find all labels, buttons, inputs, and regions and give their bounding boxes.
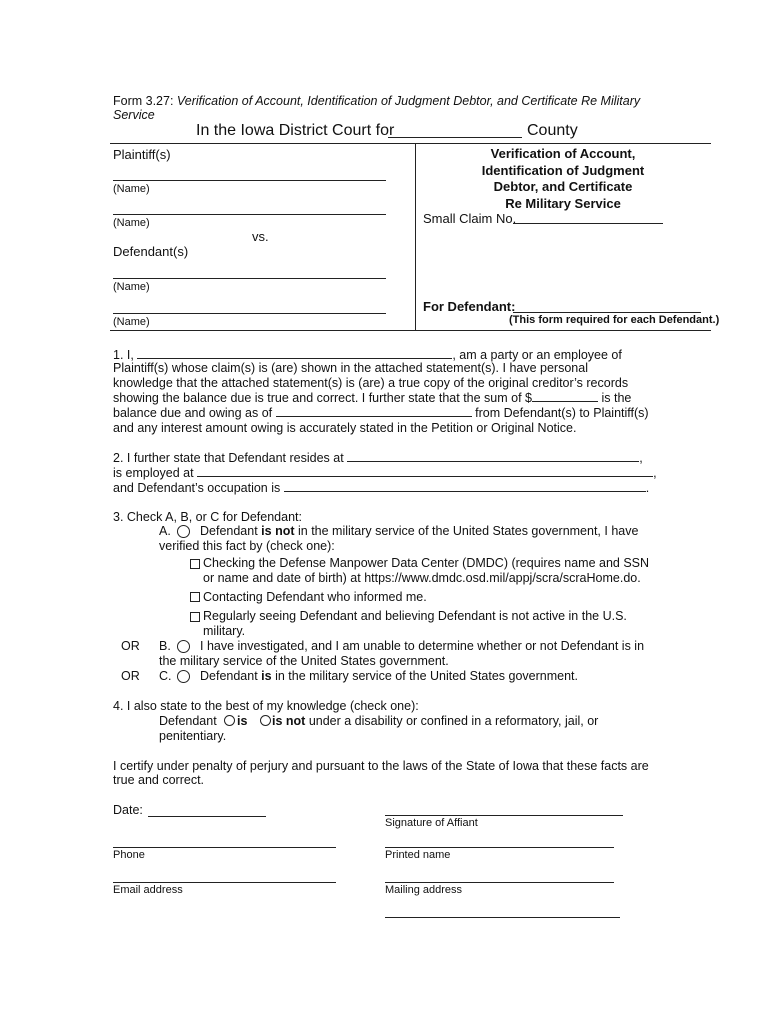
option-b-line1: I have investigated, and I am unable to determine whether or not Defendant is in <box>200 639 645 653</box>
name-label: (Name) <box>113 183 150 195</box>
is-not-label: is not <box>272 714 306 728</box>
form-title-line2: Service <box>113 108 155 122</box>
p2-employed: is employed at <box>113 466 194 480</box>
mailing-address-field-2[interactable] <box>385 917 620 918</box>
name-label: (Name) <box>113 281 150 293</box>
opt1-line1: Checking the Defense Manpower Data Center (DMDC) (requires name and SSN <box>203 556 650 570</box>
small-claim-field[interactable] <box>513 223 663 224</box>
p1-is-the: is the <box>601 391 632 405</box>
phone-field[interactable] <box>113 847 336 848</box>
date-field[interactable] <box>148 816 266 817</box>
for-defendant-label: For Defendant: <box>423 299 516 314</box>
opt2-text: Contacting Defendant who informed me. <box>203 590 427 604</box>
opt1-line2: or name and date of birth) at https://www.dmdc.osd.mil/appj/scra/scraHome.do. <box>203 571 641 585</box>
option-b-label: B. <box>159 639 171 653</box>
defendant-name-field-2[interactable] <box>113 313 386 314</box>
p1-line6: and any interest amount owing is accurately stated in the Petition or Original Notice. <box>113 421 577 435</box>
heading-line: Verification of Account, <box>490 146 636 161</box>
or-label: OR <box>121 669 140 683</box>
p4-rest: under a disability or confined in a reformatory, jail, or <box>305 714 599 728</box>
option-a-text <box>200 524 638 539</box>
opt3-line1: Regularly seeing Defendant and believing Defendant is not active in the U.S. <box>203 609 627 623</box>
p1-i: 1. I, <box>113 348 134 362</box>
heading-line: Identification of Judgment <box>481 162 645 178</box>
sum-field[interactable] <box>532 390 598 402</box>
vs-label: vs. <box>252 229 269 244</box>
plaintiffs-label: Plaintiff(s) <box>113 147 171 162</box>
p1-line2: Plaintiff(s) whose claim(s) is (are) shown in the attached statement(s). I have personal <box>113 361 588 375</box>
p1-from: from Defendant(s) to Plaintiff(s) <box>475 406 649 420</box>
option-c-radio[interactable] <box>177 670 190 683</box>
email-label: Email address <box>113 884 183 896</box>
for-defendant-field[interactable] <box>513 312 701 313</box>
option-a-radio[interactable] <box>177 525 190 538</box>
heading-line: Debtor, and Certificate <box>493 179 633 194</box>
certify-line2: true and correct. <box>113 773 205 787</box>
comma: , <box>639 451 643 465</box>
phone-label: Phone <box>113 849 145 861</box>
is-radio[interactable] <box>224 715 235 726</box>
caption-bottom-rule <box>110 330 711 331</box>
plaintiff-name-field-2[interactable] <box>113 214 386 215</box>
p1-line4 <box>113 390 631 406</box>
p4-line2: penitentiary. <box>159 729 227 743</box>
caption-top-rule <box>110 143 711 144</box>
option-a-text2: in the military service of the United States government, I have <box>294 524 639 538</box>
plaintiff-name-field-1[interactable] <box>113 180 386 181</box>
option-a-line2: verified this fact by (check one): <box>159 539 335 553</box>
contacted-checkbox[interactable] <box>190 592 200 602</box>
defendant-name-field-1[interactable] <box>113 278 386 279</box>
option-b-line2: the military service of the United States government. <box>159 654 449 668</box>
printed-name-field[interactable] <box>385 847 614 848</box>
option-c-text <box>200 669 578 684</box>
affiant-name-field[interactable] <box>137 347 452 359</box>
option-a-label: A. <box>159 524 171 538</box>
period: . <box>645 481 650 495</box>
as-of-date-field[interactable] <box>276 405 472 417</box>
p2-occupation: and Defendant’s occupation is <box>113 481 281 495</box>
defendants-label: Defendant(s) <box>113 244 189 259</box>
regularly-seeing-checkbox[interactable] <box>190 612 200 622</box>
p2-resides: 2. I further state that Defendant resides at <box>113 451 344 465</box>
caption-heading <box>431 146 695 212</box>
is-not-radio[interactable] <box>260 715 271 726</box>
county-field[interactable] <box>388 137 522 138</box>
p1-sum-text: showing the balance due is true and correct. I further state that the sum of $ <box>113 391 532 405</box>
occupation-field[interactable] <box>284 480 646 492</box>
or-label: OR <box>121 639 140 653</box>
employer-field[interactable] <box>197 465 653 477</box>
signature-field[interactable] <box>385 815 623 816</box>
p4-intro: 4. I also state to the best of my knowledge (check one): <box>113 699 419 713</box>
email-field[interactable] <box>113 882 336 883</box>
small-claim-label: Small Claim No. <box>423 211 517 226</box>
p1-as-of: balance due and owing as of <box>113 406 273 420</box>
comma: , <box>653 466 657 480</box>
p3-intro: 3. Check A, B, or C for Defendant: <box>113 510 302 524</box>
option-b-radio[interactable] <box>177 640 190 653</box>
form-title-line1: Verification of Account, Identification of Judgment Debtor, and Certificate Re Military <box>176 94 641 108</box>
required-note: (This form required for each Defendant.) <box>509 314 720 326</box>
certify-line1: I certify under penalty of perjury and pursuant to the laws of the State of Iowa that these facts are <box>113 759 649 773</box>
form-title <box>113 94 640 109</box>
option-a-bold: is not <box>261 524 295 538</box>
p2-line2 <box>113 465 657 481</box>
date-label: Date: <box>113 803 143 817</box>
option-a-text1: Defendant <box>200 524 262 538</box>
court-suffix: County <box>527 122 578 139</box>
caption-divider <box>415 143 416 330</box>
option-c-label: C. <box>159 669 172 683</box>
residence-field[interactable] <box>347 450 639 462</box>
p4-text <box>272 714 598 729</box>
p2-line3 <box>113 480 649 496</box>
signature-label: Signature of Affiant <box>385 817 478 829</box>
is-label: is <box>237 714 248 728</box>
option-c-text2: in the military service of the United States government. <box>271 669 578 683</box>
mailing-address-field[interactable] <box>385 882 614 883</box>
option-c-text1: Defendant <box>200 669 262 683</box>
name-label: (Name) <box>113 217 150 229</box>
printed-name-label: Printed name <box>385 849 451 861</box>
option-c-bold: is <box>261 669 272 683</box>
p1-line5 <box>113 405 649 421</box>
opt3-line2: military. <box>203 624 246 638</box>
p4-defendant: Defendant <box>159 714 217 728</box>
name-label: (Name) <box>113 316 150 328</box>
p1-party-text: , am a party or an employee of <box>452 348 622 362</box>
form-number: Form 3.27: <box>113 94 174 108</box>
heading-line: Re Military Service <box>505 195 621 211</box>
mailing-address-label: Mailing address <box>385 884 463 896</box>
p2-line1 <box>113 450 643 466</box>
court-prefix: In the Iowa District Court for <box>196 122 395 139</box>
dmdc-checkbox[interactable] <box>190 559 200 569</box>
p1-line3: knowledge that the attached statement(s) is (are) a true copy of the original creditor’s records <box>113 376 629 390</box>
